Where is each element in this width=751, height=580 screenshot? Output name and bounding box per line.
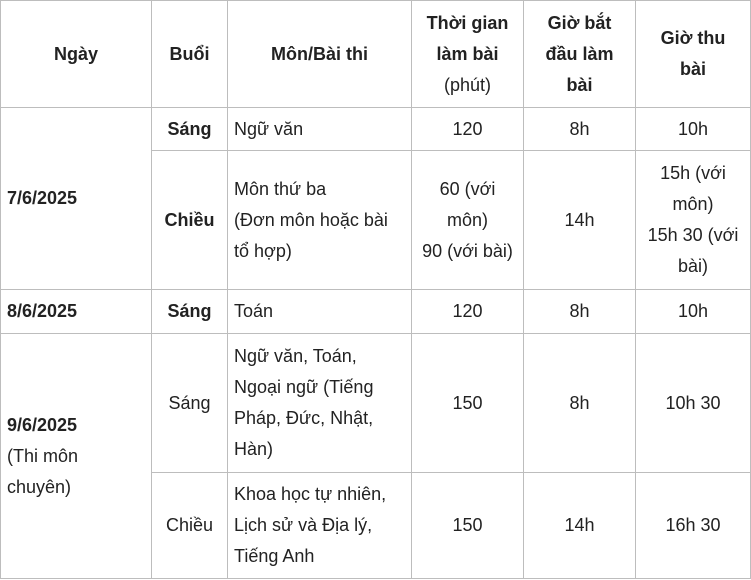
date-note-line: chuyên) [7,476,72,497]
collect-time-cell: 10h 30 [636,334,751,473]
duration-cell: 120 [412,108,524,151]
subject-line: (Đơn môn hoặc bài [234,209,388,230]
subject-cell: Ngữ văn [228,108,412,151]
session-cell: Chiều [152,473,228,579]
start-time-cell: 14h [524,473,636,579]
subject-line: Ngữ văn, Toán, [234,346,357,366]
session-cell: Chiều [152,151,228,290]
collect-time-cell: 10h [636,290,751,334]
duration-line: 60 (với [439,178,496,199]
header-start-line: Giờ bắt [547,12,612,33]
header-duration-line: làm bài [436,43,499,64]
session-cell: Sáng [152,108,228,151]
subject-cell [228,151,412,290]
header-session: Buổi [152,1,228,108]
subject-line: Môn thứ ba [234,178,327,199]
header-duration-line: Thời gian [426,12,509,33]
start-time-cell: 8h [524,334,636,473]
date-cell: 7/6/2025 [1,108,152,290]
subject-line: Pháp, Đức, Nhật, [234,408,374,428]
collect-line: môn) [672,194,714,214]
subject-line: Hàn) [234,439,274,459]
header-start-time [524,1,636,108]
duration-cell [412,151,524,290]
subject-cell [228,334,412,473]
date-text: 9/6/2025 [7,414,78,435]
header-collect-line: Giờ thu [660,28,726,48]
header-row [1,1,751,108]
date-note-line: (Thi môn [7,445,79,466]
session-cell: Sáng [152,334,228,473]
collect-time-cell: 10h [636,108,751,151]
header-collect-time [636,1,751,108]
date-cell [1,334,152,579]
duration-line: 90 (với bài) [422,240,513,261]
subject-cell [228,473,412,579]
duration-cell: 120 [412,290,524,334]
table-row [1,108,751,151]
session-cell: Sáng [152,290,228,334]
subject-line: Tiếng Anh [234,546,315,566]
table-row [1,290,751,334]
subject-line: Khoa học tự nhiên, [234,484,387,504]
start-time-cell: 14h [524,151,636,290]
collect-time-cell: 16h 30 [636,473,751,579]
duration-cell: 150 [412,473,524,579]
collect-time-cell [636,151,751,290]
collect-line: 15h (với [660,163,726,183]
subject-line: tổ hợp) [234,240,292,261]
date-cell: 8/6/2025 [1,290,152,334]
start-time-cell: 8h [524,290,636,334]
duration-cell: 150 [412,334,524,473]
header-start-line: đầu làm [545,43,614,64]
header-duration [412,1,524,108]
table-row [1,334,751,473]
header-duration-unit: (phút) [443,74,492,95]
header-subject: Môn/Bài thi [228,1,412,108]
duration-line: môn) [446,209,488,230]
collect-line: bài) [677,256,708,276]
subject-line: Ngoại ngữ (Tiếng [234,377,374,397]
collect-line: 15h 30 (với [647,225,739,245]
header-collect-line: bài [679,59,706,79]
subject-line: Lịch sử và Địa lý, [234,515,373,535]
start-time-cell: 8h [524,108,636,151]
subject-cell: Toán [228,290,412,334]
header-date: Ngày [1,1,152,108]
header-start-line: bài [566,74,593,95]
